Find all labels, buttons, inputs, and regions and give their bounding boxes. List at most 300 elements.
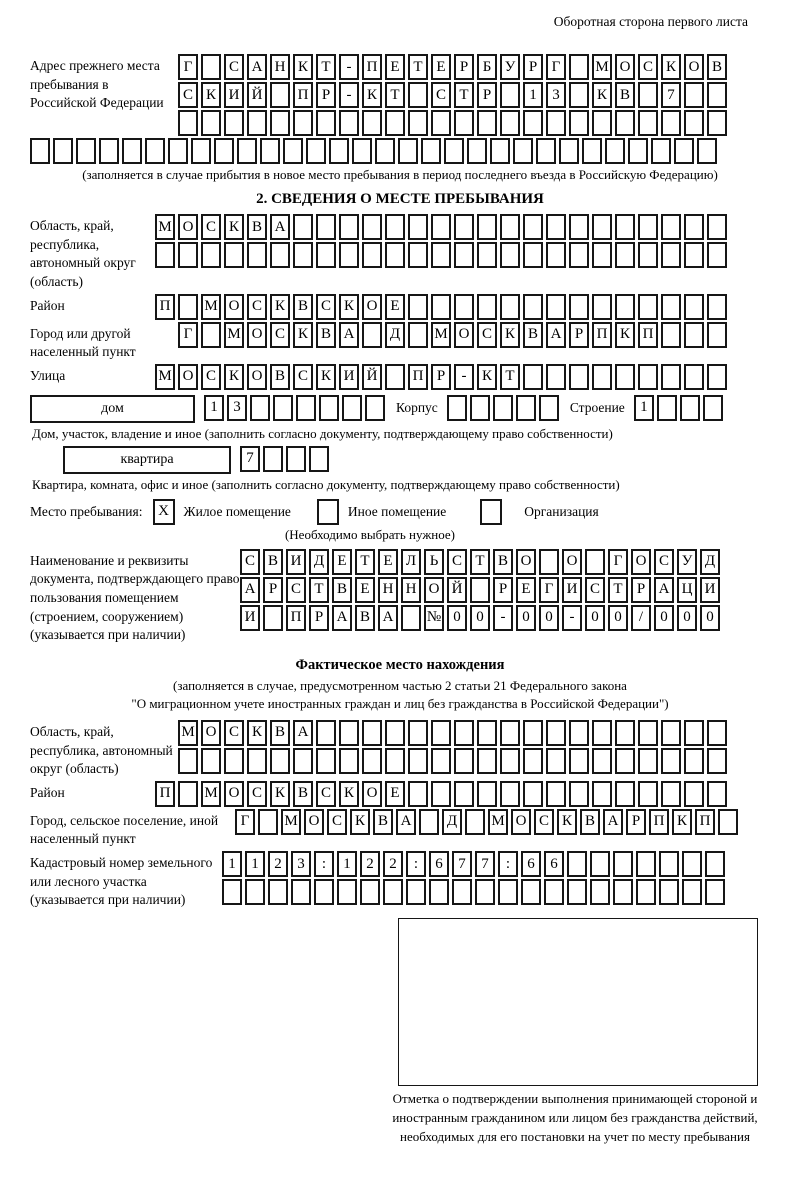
char-box[interactable]: С [534, 809, 554, 835]
char-box[interactable] [283, 138, 303, 164]
char-box[interactable]: - [562, 605, 582, 631]
char-box[interactable] [454, 294, 474, 320]
char-box[interactable]: 0 [700, 605, 720, 631]
stay-option-residential-checkbox[interactable]: X [153, 499, 175, 525]
char-box[interactable]: С [477, 322, 497, 348]
char-box[interactable] [523, 110, 543, 136]
char-box[interactable] [490, 138, 510, 164]
char-box[interactable] [682, 879, 702, 905]
char-box[interactable]: С [316, 294, 336, 320]
char-box[interactable] [500, 214, 520, 240]
char-box[interactable] [247, 242, 267, 268]
char-box[interactable]: К [557, 809, 577, 835]
char-box[interactable]: М [224, 322, 244, 348]
char-box[interactable] [523, 242, 543, 268]
char-box[interactable]: 1 [204, 395, 224, 421]
char-box[interactable]: Р [569, 322, 589, 348]
char-box[interactable] [592, 294, 612, 320]
char-box[interactable]: А [247, 54, 267, 80]
char-box[interactable]: 0 [585, 605, 605, 631]
char-box[interactable]: Д [700, 549, 720, 575]
char-box[interactable] [362, 748, 382, 774]
char-box[interactable]: Е [516, 577, 536, 603]
char-box[interactable]: : [406, 851, 426, 877]
char-box[interactable] [684, 82, 704, 108]
char-box[interactable] [684, 720, 704, 746]
char-box[interactable]: М [431, 322, 451, 348]
char-box[interactable] [286, 446, 306, 472]
char-box[interactable] [467, 138, 487, 164]
char-box[interactable]: В [373, 809, 393, 835]
char-box[interactable]: К [339, 294, 359, 320]
char-box[interactable]: 1 [523, 82, 543, 108]
char-box[interactable] [214, 138, 234, 164]
char-box[interactable] [444, 138, 464, 164]
char-box[interactable]: В [493, 549, 513, 575]
char-box[interactable] [316, 720, 336, 746]
char-box[interactable] [178, 781, 198, 807]
char-box[interactable] [316, 110, 336, 136]
char-box[interactable]: К [592, 82, 612, 108]
char-box[interactable]: О [424, 577, 444, 603]
char-box[interactable] [385, 110, 405, 136]
char-box[interactable] [293, 748, 313, 774]
char-box[interactable] [521, 879, 541, 905]
char-box[interactable]: 1 [337, 851, 357, 877]
char-box[interactable] [615, 720, 635, 746]
char-box[interactable] [569, 781, 589, 807]
char-box[interactable] [661, 214, 681, 240]
char-box[interactable]: Е [385, 54, 405, 80]
char-box[interactable] [661, 242, 681, 268]
char-box[interactable] [475, 879, 495, 905]
char-box[interactable] [684, 322, 704, 348]
char-box[interactable]: Г [608, 549, 628, 575]
char-box[interactable]: К [615, 322, 635, 348]
char-box[interactable]: Г [546, 54, 566, 80]
char-box[interactable] [401, 605, 421, 631]
char-box[interactable]: О [304, 809, 324, 835]
char-box[interactable] [155, 242, 175, 268]
char-box[interactable] [419, 809, 439, 835]
char-box[interactable]: К [224, 214, 244, 240]
char-box[interactable] [638, 364, 658, 390]
char-box[interactable] [201, 110, 221, 136]
char-box[interactable] [406, 879, 426, 905]
char-box[interactable]: А [293, 720, 313, 746]
char-box[interactable] [385, 720, 405, 746]
char-box[interactable] [661, 110, 681, 136]
char-box[interactable]: М [201, 781, 221, 807]
char-box[interactable]: С [201, 214, 221, 240]
char-box[interactable] [569, 294, 589, 320]
char-box[interactable] [636, 851, 656, 877]
char-box[interactable] [178, 748, 198, 774]
char-box[interactable] [516, 395, 536, 421]
char-box[interactable]: О [362, 781, 382, 807]
char-box[interactable] [247, 748, 267, 774]
char-box[interactable]: П [592, 322, 612, 348]
char-box[interactable] [339, 110, 359, 136]
char-box[interactable]: И [562, 577, 582, 603]
char-box[interactable]: О [684, 54, 704, 80]
char-box[interactable] [270, 748, 290, 774]
char-box[interactable] [661, 294, 681, 320]
char-box[interactable] [705, 879, 725, 905]
char-box[interactable]: О [631, 549, 651, 575]
char-box[interactable]: А [603, 809, 623, 835]
char-box[interactable] [145, 138, 165, 164]
char-box[interactable] [703, 395, 723, 421]
char-box[interactable]: В [707, 54, 727, 80]
char-box[interactable] [224, 242, 244, 268]
char-box[interactable]: С [224, 54, 244, 80]
char-box[interactable] [569, 110, 589, 136]
char-box[interactable] [431, 720, 451, 746]
char-box[interactable]: : [498, 851, 518, 877]
char-box[interactable]: 7 [240, 446, 260, 472]
char-box[interactable] [339, 748, 359, 774]
char-box[interactable] [684, 781, 704, 807]
char-box[interactable]: О [178, 364, 198, 390]
char-box[interactable] [408, 322, 428, 348]
char-box[interactable] [684, 364, 704, 390]
char-box[interactable] [398, 138, 418, 164]
char-box[interactable] [523, 720, 543, 746]
char-box[interactable] [705, 851, 725, 877]
char-box[interactable] [250, 395, 270, 421]
char-box[interactable] [408, 294, 428, 320]
char-box[interactable] [680, 395, 700, 421]
char-box[interactable]: - [493, 605, 513, 631]
char-box[interactable]: П [155, 781, 175, 807]
char-box[interactable] [707, 82, 727, 108]
char-box[interactable] [592, 748, 612, 774]
char-box[interactable] [546, 748, 566, 774]
char-box[interactable] [684, 294, 704, 320]
char-box[interactable]: 6 [544, 851, 564, 877]
char-box[interactable] [447, 395, 467, 421]
char-box[interactable]: 1 [222, 851, 242, 877]
char-box[interactable]: А [396, 809, 416, 835]
char-box[interactable]: К [224, 364, 244, 390]
char-box[interactable] [201, 322, 221, 348]
char-box[interactable] [201, 748, 221, 774]
char-box[interactable]: Г [539, 577, 559, 603]
char-box[interactable] [339, 214, 359, 240]
char-box[interactable]: Г [178, 322, 198, 348]
char-box[interactable]: С [286, 577, 306, 603]
char-box[interactable]: К [316, 364, 336, 390]
char-box[interactable] [408, 781, 428, 807]
char-box[interactable]: Е [385, 781, 405, 807]
char-box[interactable] [582, 138, 602, 164]
char-box[interactable] [178, 110, 198, 136]
char-box[interactable] [569, 54, 589, 80]
char-box[interactable] [684, 242, 704, 268]
char-box[interactable] [707, 720, 727, 746]
char-box[interactable]: 0 [677, 605, 697, 631]
char-box[interactable]: С [293, 364, 313, 390]
char-box[interactable] [638, 82, 658, 108]
char-box[interactable]: Т [408, 54, 428, 80]
char-box[interactable] [569, 720, 589, 746]
char-box[interactable] [651, 138, 671, 164]
char-box[interactable] [270, 242, 290, 268]
char-box[interactable]: 0 [608, 605, 628, 631]
char-box[interactable] [477, 748, 497, 774]
char-box[interactable] [707, 781, 727, 807]
char-box[interactable] [319, 395, 339, 421]
char-box[interactable]: О [615, 54, 635, 80]
char-box[interactable] [523, 781, 543, 807]
char-box[interactable] [260, 138, 280, 164]
char-box[interactable] [546, 294, 566, 320]
char-box[interactable] [707, 110, 727, 136]
char-box[interactable] [477, 781, 497, 807]
char-box[interactable]: 1 [245, 851, 265, 877]
char-box[interactable]: Ь [424, 549, 444, 575]
char-box[interactable] [707, 294, 727, 320]
char-box[interactable] [546, 720, 566, 746]
char-box[interactable] [661, 720, 681, 746]
char-box[interactable] [718, 809, 738, 835]
char-box[interactable] [707, 748, 727, 774]
char-box[interactable]: - [339, 82, 359, 108]
char-box[interactable] [408, 110, 428, 136]
char-box[interactable]: А [654, 577, 674, 603]
char-box[interactable]: Т [309, 577, 329, 603]
char-box[interactable]: С [201, 364, 221, 390]
char-box[interactable]: П [286, 605, 306, 631]
char-box[interactable] [454, 214, 474, 240]
char-box[interactable] [638, 110, 658, 136]
char-box[interactable]: К [500, 322, 520, 348]
char-box[interactable] [523, 364, 543, 390]
char-box[interactable] [615, 110, 635, 136]
char-box[interactable]: Т [500, 364, 520, 390]
char-box[interactable] [661, 322, 681, 348]
char-box[interactable] [592, 214, 612, 240]
char-box[interactable] [661, 781, 681, 807]
char-box[interactable] [452, 879, 472, 905]
char-box[interactable]: В [270, 720, 290, 746]
char-box[interactable] [191, 138, 211, 164]
char-box[interactable] [592, 720, 612, 746]
char-box[interactable] [592, 242, 612, 268]
char-box[interactable] [337, 879, 357, 905]
char-box[interactable]: 0 [447, 605, 467, 631]
char-box[interactable] [431, 214, 451, 240]
char-box[interactable]: К [293, 322, 313, 348]
char-box[interactable]: С [316, 781, 336, 807]
char-box[interactable] [362, 720, 382, 746]
char-box[interactable] [53, 138, 73, 164]
char-box[interactable] [408, 82, 428, 108]
char-box[interactable]: 3 [291, 851, 311, 877]
char-box[interactable] [674, 138, 694, 164]
char-box[interactable] [615, 294, 635, 320]
char-box[interactable]: И [240, 605, 260, 631]
char-box[interactable] [638, 720, 658, 746]
char-box[interactable] [628, 138, 648, 164]
char-box[interactable]: К [339, 781, 359, 807]
char-box[interactable] [431, 781, 451, 807]
char-box[interactable] [270, 110, 290, 136]
char-box[interactable]: Т [316, 54, 336, 80]
char-box[interactable]: С [638, 54, 658, 80]
char-box[interactable] [684, 110, 704, 136]
char-box[interactable] [383, 879, 403, 905]
char-box[interactable] [707, 322, 727, 348]
char-box[interactable] [431, 748, 451, 774]
char-box[interactable]: В [316, 322, 336, 348]
char-box[interactable]: О [454, 322, 474, 348]
char-box[interactable] [536, 138, 556, 164]
char-box[interactable]: О [224, 781, 244, 807]
char-box[interactable]: Р [431, 364, 451, 390]
char-box[interactable]: 2 [360, 851, 380, 877]
stay-option-other-checkbox[interactable] [317, 499, 339, 525]
char-box[interactable]: Г [178, 54, 198, 80]
char-box[interactable] [222, 879, 242, 905]
char-box[interactable]: С [240, 549, 260, 575]
char-box[interactable]: - [454, 364, 474, 390]
char-box[interactable]: У [677, 549, 697, 575]
char-box[interactable] [615, 364, 635, 390]
char-box[interactable]: К [201, 82, 221, 108]
char-box[interactable]: : [314, 851, 334, 877]
char-box[interactable] [638, 294, 658, 320]
char-box[interactable] [544, 879, 564, 905]
char-box[interactable]: В [615, 82, 635, 108]
char-box[interactable] [237, 138, 257, 164]
char-box[interactable]: В [263, 549, 283, 575]
char-box[interactable]: С [654, 549, 674, 575]
char-box[interactable] [293, 110, 313, 136]
char-box[interactable] [408, 748, 428, 774]
char-box[interactable] [638, 242, 658, 268]
char-box[interactable] [546, 364, 566, 390]
char-box[interactable]: В [270, 364, 290, 390]
char-box[interactable] [659, 851, 679, 877]
char-box[interactable]: Н [401, 577, 421, 603]
char-box[interactable] [360, 879, 380, 905]
char-box[interactable]: С [247, 781, 267, 807]
char-box[interactable]: Й [447, 577, 467, 603]
char-box[interactable] [454, 242, 474, 268]
char-box[interactable] [567, 879, 587, 905]
char-box[interactable]: 0 [516, 605, 536, 631]
char-box[interactable] [291, 879, 311, 905]
char-box[interactable] [362, 214, 382, 240]
char-box[interactable]: Р [263, 577, 283, 603]
char-box[interactable]: У [500, 54, 520, 80]
char-box[interactable] [477, 294, 497, 320]
char-box[interactable]: В [523, 322, 543, 348]
char-box[interactable]: К [661, 54, 681, 80]
char-box[interactable] [638, 214, 658, 240]
char-box[interactable] [263, 605, 283, 631]
char-box[interactable]: С [178, 82, 198, 108]
char-box[interactable]: К [350, 809, 370, 835]
char-box[interactable] [362, 242, 382, 268]
char-box[interactable] [296, 395, 316, 421]
char-box[interactable]: Й [247, 82, 267, 108]
char-box[interactable]: В [332, 577, 352, 603]
char-box[interactable] [454, 748, 474, 774]
char-box[interactable] [636, 879, 656, 905]
char-box[interactable]: В [580, 809, 600, 835]
char-box[interactable] [362, 322, 382, 348]
char-box[interactable]: Р [523, 54, 543, 80]
char-box[interactable]: О [562, 549, 582, 575]
char-box[interactable] [615, 214, 635, 240]
char-box[interactable] [408, 242, 428, 268]
char-box[interactable] [477, 214, 497, 240]
char-box[interactable] [245, 879, 265, 905]
char-box[interactable]: О [178, 214, 198, 240]
char-box[interactable] [500, 748, 520, 774]
char-box[interactable] [500, 720, 520, 746]
char-box[interactable]: П [649, 809, 669, 835]
char-box[interactable]: М [281, 809, 301, 835]
char-box[interactable]: А [332, 605, 352, 631]
char-box[interactable] [99, 138, 119, 164]
char-box[interactable] [697, 138, 717, 164]
char-box[interactable]: О [247, 364, 267, 390]
char-box[interactable]: Е [378, 549, 398, 575]
char-box[interactable]: Н [270, 54, 290, 80]
char-box[interactable]: И [224, 82, 244, 108]
char-box[interactable] [605, 138, 625, 164]
char-box[interactable]: О [201, 720, 221, 746]
char-box[interactable] [408, 720, 428, 746]
char-box[interactable] [352, 138, 372, 164]
char-box[interactable] [567, 851, 587, 877]
char-box[interactable] [385, 214, 405, 240]
char-box[interactable] [385, 748, 405, 774]
char-box[interactable] [477, 110, 497, 136]
char-box[interactable] [316, 242, 336, 268]
char-box[interactable] [500, 242, 520, 268]
char-box[interactable] [421, 138, 441, 164]
char-box[interactable] [500, 110, 520, 136]
char-box[interactable]: В [355, 605, 375, 631]
char-box[interactable] [178, 242, 198, 268]
char-box[interactable] [247, 110, 267, 136]
char-box[interactable] [30, 138, 50, 164]
char-box[interactable] [454, 781, 474, 807]
char-box[interactable] [309, 446, 329, 472]
char-box[interactable]: 7 [452, 851, 472, 877]
char-box[interactable] [293, 214, 313, 240]
char-box[interactable] [76, 138, 96, 164]
char-box[interactable]: Д [385, 322, 405, 348]
char-box[interactable] [316, 214, 336, 240]
char-box[interactable]: Д [442, 809, 462, 835]
char-box[interactable] [523, 748, 543, 774]
char-box[interactable]: Р [626, 809, 646, 835]
char-box[interactable] [707, 364, 727, 390]
char-box[interactable] [339, 720, 359, 746]
char-box[interactable]: О [247, 322, 267, 348]
char-box[interactable]: Н [378, 577, 398, 603]
char-box[interactable] [168, 138, 188, 164]
char-box[interactable]: 0 [654, 605, 674, 631]
char-box[interactable] [592, 110, 612, 136]
char-box[interactable]: Й [362, 364, 382, 390]
